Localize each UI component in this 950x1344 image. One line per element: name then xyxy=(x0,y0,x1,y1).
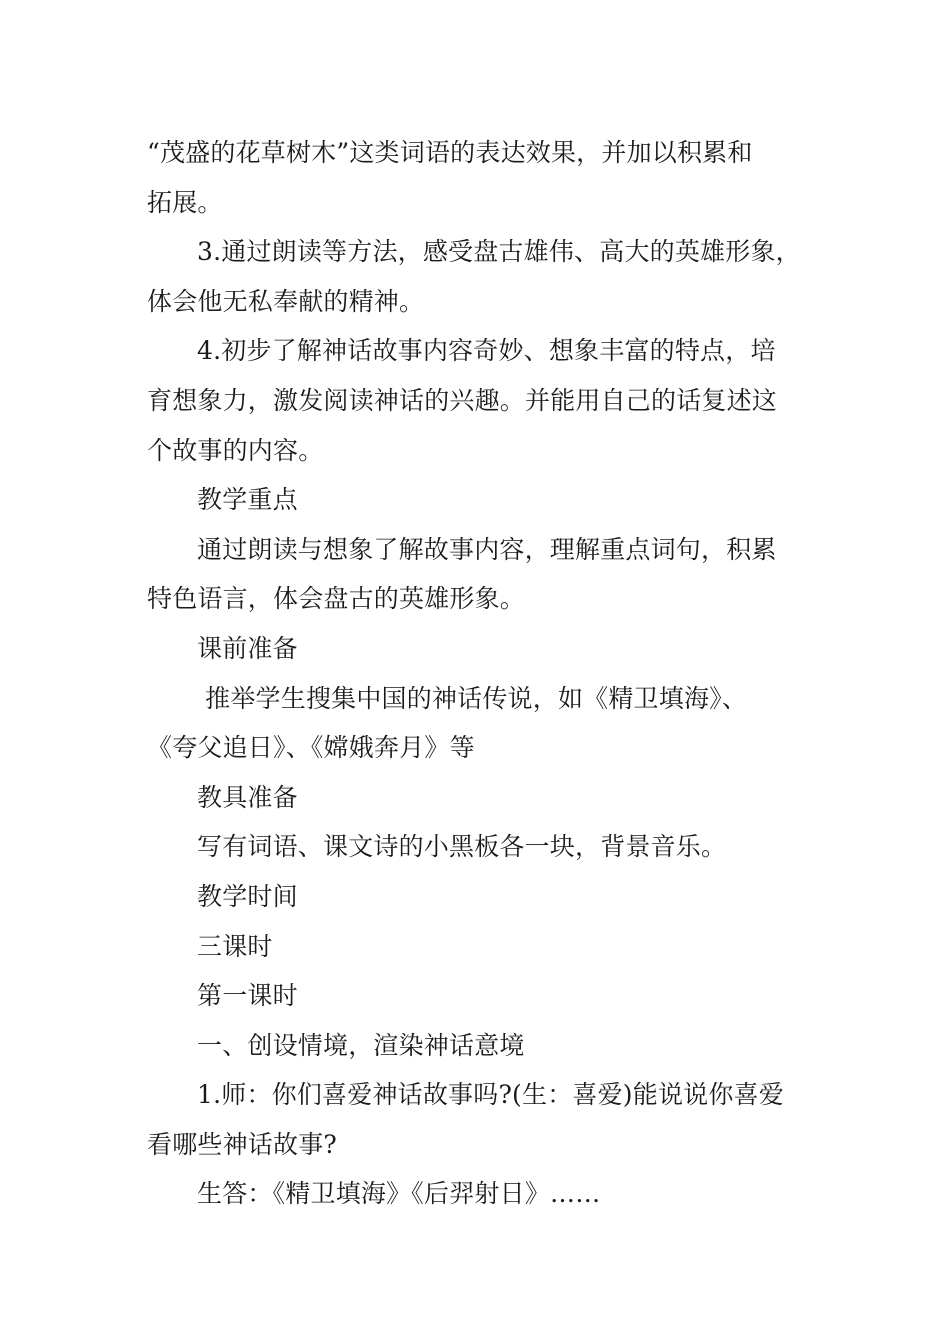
heading-teaching-aids: 教具准备 xyxy=(197,782,298,812)
paragraph-pre-class-prep: 推举学生搜集中国的神话传说，如《精卫填海》、 《夸父追日》、《嫦娥奔月》等 xyxy=(147,683,748,763)
heading-teaching-focus: 教学重点 xyxy=(197,485,298,515)
paragraph-teacher-question: 1.师：你们喜爱神话故事吗?(生：喜爱)能说说你喜爱 看哪些神话故事? xyxy=(147,1080,784,1159)
document-body xyxy=(147,128,817,1219)
paragraph-objective-3: 3.通过朗读等方法，感受盘古雄伟、高大的英雄形象， 体会他无私奉献的精神。 xyxy=(147,237,801,316)
paragraph-objective-4: 4.初步了解神话故事内容奇妙、想象丰富的特点，培 育想象力，激发阅读神话的兴趣。并能用自己的话复述这 个故事的内容。 xyxy=(147,336,778,465)
paragraph-teaching-time: 三课时 xyxy=(197,931,273,961)
heading-pre-class-prep: 课前准备 xyxy=(197,633,298,663)
paragraph-student-answer: 生答：《精卫填海》《后羿射日》…… xyxy=(197,1179,601,1209)
heading-first-lesson: 第一课时 xyxy=(197,981,298,1011)
paragraph-teaching-focus: 通过朗读与想象了解故事内容，理解重点词句，积累 特色语言，体会盘古的英雄形象。 xyxy=(147,534,777,614)
heading-section-one: 一、创设情境，渲染神话意境 xyxy=(197,1030,525,1060)
paragraph-teaching-aids: 写有词语、课文诗的小黑板各一块，背景音乐。 xyxy=(197,832,727,862)
paragraph-objective-2-continued: “茂盛的花草树木”这类词语的表达效果，并加以积累和 拓展。 xyxy=(147,138,753,217)
heading-teaching-time: 教学时间 xyxy=(197,881,298,911)
